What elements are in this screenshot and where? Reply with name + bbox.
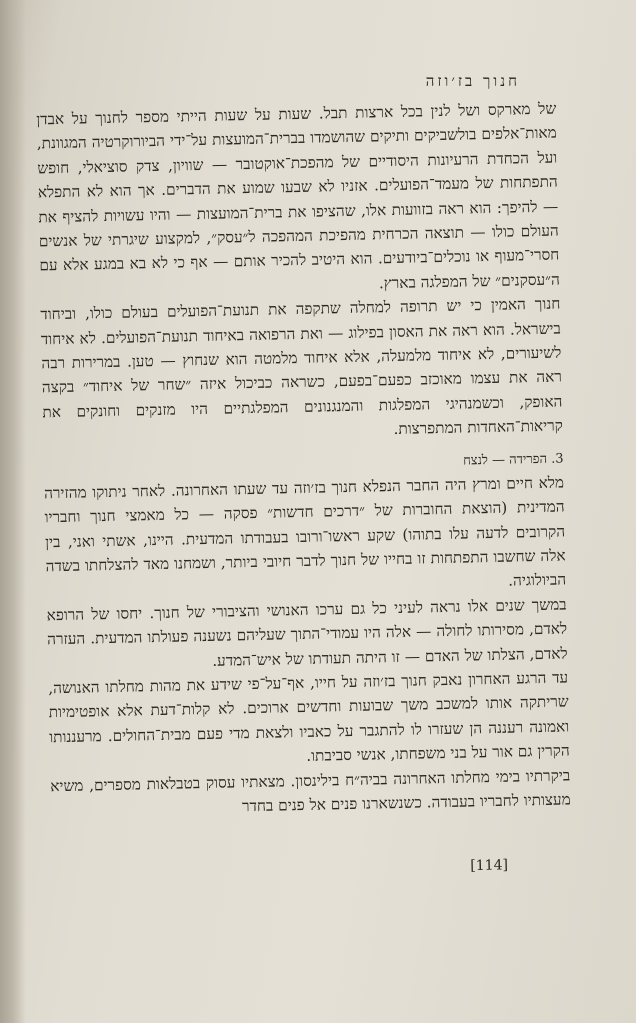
section-paragraph-2: במשך שנים אלו נראה לעיני כל גם ערכו האנושי והציבורי של חנוך. יחסו של הרופא לאדם, מסירותו לחולה — אלה היו עמודי־התוך שעליהם נשענה פעולתו המדעית. העזרה לאדם, הצלתו של האדם — זו היתה תעודתו של איש־המדע.	[46, 595, 568, 670]
book-gutter-shadow	[0, 0, 26, 1023]
running-head: חנוך בז׳וזה	[425, 72, 520, 90]
section-paragraph-3: עד הרגע האחרון נאבק חנוך בז׳וזה על חייו, אף־על־פי שידע את מהות מחלתו האנושה, שריתקה אותו למשכב משך שבועות וחדשים ארוכים. לא קלות־דעת אלא אופטימיות ואמונה רעננה הן שעזרו לו להתגבר על כאביו ולצאת מדי פעם מבית־החולים. מרעננותו הקרין גם אור על בני משפחתו, אנשי סביבתו.	[48, 668, 570, 766]
paragraph-1: של מארקס ושל לנין בכל ארצות תבל. שעות על שעות הייתי מספר לחנוך על אבדן מאות־אלפים בולשביקים ותיקים שהושמדו בברית־המועצות על־ידי הביורוקרטיה המגוונת, ועל הכחדת הרעיונות היסודיים של מהפכת־אוקטובר — שוויון, צדק סוציאלי, חופש התפתחות של מעמד־הפועלים. אזניו לא שבעו שמוע את הדברים. אך הוא לא התפלא — להיפך: הוא ראה בזוועות אלו, שהציפו את ברית־המועצות — והיו עשויות להציף את העולם כולו — תוצאה הכרחית מהפיכת המהפכה ל״עסק״, למקצוע שיגרתי של אנשים חסרי־מעוף או נוכלים־ביודעים. הוא היטיב להכיר אותם — אף כי לא בא במגע אלא עם ה״עסקנים״ של המפלגה בארץ.	[36, 99, 560, 293]
section-paragraph-4: ביקרתיו בימי מחלתו האחרונה בביה״ח בילינסון. מצאתיו עסוק בטבלאות מספרים, משיא מעצותיו לחבריו בעבודה. כשנשארנו פנים אל פנים בחדר	[50, 765, 571, 816]
section-heading: 3. הפרידה — לנצח	[462, 451, 564, 469]
section-paragraph-1: מלא חיים ומרץ היה החבר הנפלא חנוך בז׳וזה עד שעתו האחרונה. לאחר ניתוקו מהזירה המדינית (הוצאת החוברות של ״דרכים חדשות״ פסקה — כל מאמצי חנוך וחבריו הקרובים לדעה עלו בתוהו) שקע ראשו־ורובו בעבודתו המדעית. היינו, אשתי ואני, בין אלה שחשבו התפתחות זו בחייו של חנוך לדבר חיובי ביותר, ושמחנו מאד להצלחתו בשדה הביולוגיה.	[43, 473, 567, 590]
paragraph-2: חנוך האמין כי יש תרופה למחלה שתקפה את תנועת־הפועלים בעולם כולו, וביחוד בישראל. הוא ראה את האסון בפילוג — ואת הרפואה באיחוד תנועת־הפועלים. לא איחוד לשיעורים, לא איחוד מלמעלה, אלא איחוד מלמטה הוא שנחוץ — טען. במרירות רבה ראה את עצמו מאוכזב כפעם־בפעם, כשראה כביכול איזה ״שחר של איחוד״ בקצה האופק, וכשמנהיגי המפלגות והמנגנונים המפלגתיים היו מזנקים וחונקים את קריאות־האחדות המתפרצות.	[40, 294, 564, 439]
page-number: [114]	[470, 857, 509, 875]
body-text	[36, 97, 571, 823]
